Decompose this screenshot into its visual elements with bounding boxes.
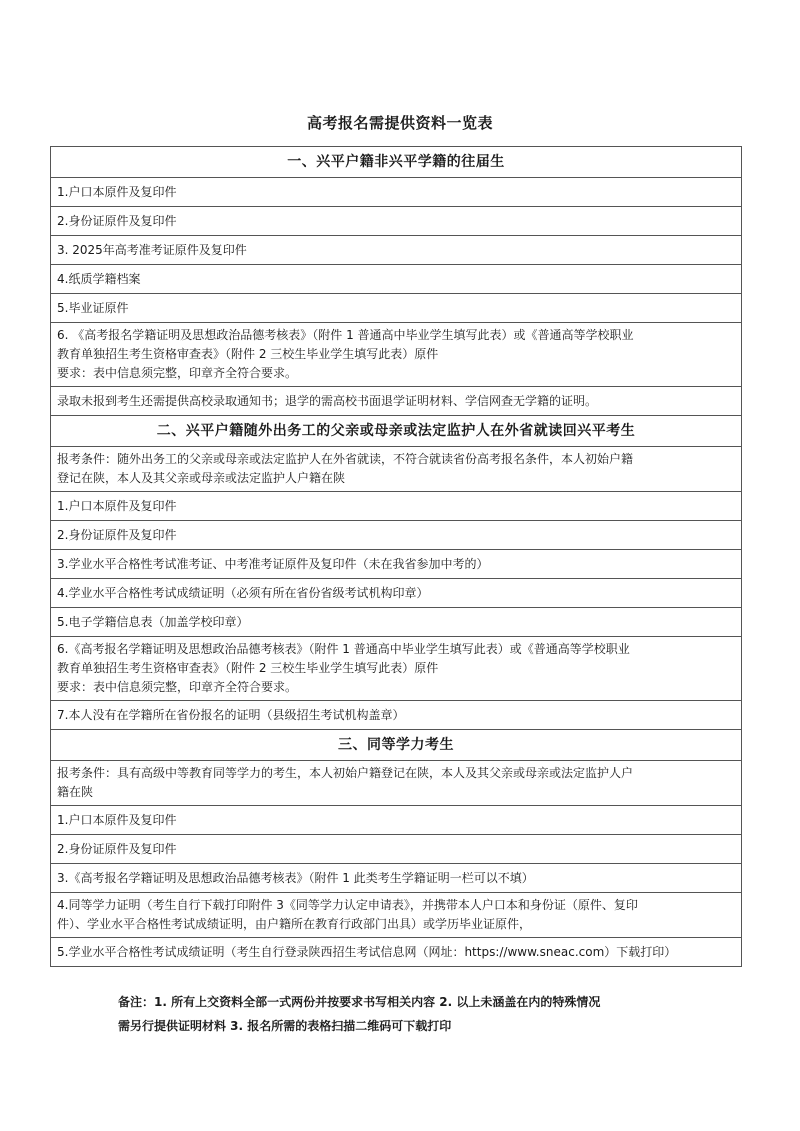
table-row <box>51 236 742 265</box>
table-cell <box>51 835 742 864</box>
table-cell <box>51 637 742 701</box>
cell-line: 要求：表中信息须完整，印章齐全符合要求。 <box>57 366 298 380</box>
cell-line: 教育单独招生考生资格审查表》（附件 2 三校生毕业学生填写此表）原件 <box>57 347 439 361</box>
cell-line: 2.身份证原件及复印件 <box>57 213 177 228</box>
table-row <box>51 492 742 521</box>
cell-line: 7.本人没有在学籍所在省份报名的证明（县级招生考试机构盖章） <box>57 707 405 722</box>
table-row <box>51 550 742 579</box>
table-row <box>51 521 742 550</box>
table-cell <box>51 521 742 550</box>
table-row <box>51 579 742 608</box>
cell-line: 2.身份证原件及复印件 <box>57 841 177 856</box>
cell-line: 1.户口本原件及复印件 <box>57 184 177 199</box>
table-cell <box>51 447 742 492</box>
cell-line: 4.纸质学籍档案 <box>57 271 141 286</box>
cell-line: 报考条件：具有高级中等教育同等学力的考生，本人初始户籍登记在陕，本人及其父亲或母亲或法定监护人户 <box>57 766 634 780</box>
cell-line: 报考条件：随外出务工的父亲或母亲或法定监护人在外省就读，不符合就读省份高考报名条件，本人初始户籍 <box>57 452 634 466</box>
cell-line: 登记在陕，本人及其父亲或母亲或法定监护人户籍在陕 <box>57 471 346 485</box>
cell-line: 3.学业水平合格性考试准考证、中考准考证原件及复印件（未在我省参加中考的） <box>57 556 489 571</box>
table-row <box>51 608 742 637</box>
table-cell <box>51 938 742 967</box>
table-row <box>51 323 742 387</box>
section-header-row <box>51 416 742 447</box>
cell-line: 3. 2025年高考准考证原件及复印件 <box>57 242 247 257</box>
cell-line: 5.学业水平合格性考试成绩证明（考生自行登录陕西招生考试信息网（网址：https://www.sneac.com）下载打印） <box>57 944 677 959</box>
table-row <box>51 387 742 416</box>
table-cell <box>51 608 742 637</box>
table-cell <box>51 761 742 806</box>
table-cell <box>51 579 742 608</box>
cell-line: 3.《高考报名学籍证明及思想政治品德考核表》（附件 1 此类考生学籍证明一栏可以不填） <box>57 870 534 885</box>
table-row <box>51 447 742 492</box>
section-header-row <box>51 730 742 761</box>
cell-line: 6. 《高考报名学籍证明及思想政治品德考核表》（附件 1 普通高中毕业学生填写此表）或《普通高等学校职业 <box>57 328 634 342</box>
cell-line: 籍在陕 <box>57 785 94 799</box>
cell-line: 4.学业水平合格性考试成绩证明（必须有所在省份省级考试机构印章） <box>57 585 429 600</box>
notes-block <box>118 990 718 1038</box>
cell-line: 1.户口本原件及复印件 <box>57 498 177 513</box>
notes-line: 需另行提供证明材料 3. 报名所需的表格扫描二维码可下载打印 <box>118 1019 452 1033</box>
cell-line: 要求：表中信息须完整，印章齐全符合要求。 <box>57 680 298 694</box>
table-row <box>51 938 742 967</box>
materials-table <box>50 146 742 967</box>
table-cell <box>51 893 742 938</box>
table-cell <box>51 207 742 236</box>
table-row <box>51 893 742 938</box>
table-cell <box>51 323 742 387</box>
document-title: 高考报名需提供资料一览表 <box>306 114 493 132</box>
cell-line: 6.《高考报名学籍证明及思想政治品德考核表》（附件 1 普通高中毕业学生填写此表）或《普通高等学校职业 <box>57 642 630 656</box>
cell-line: 2.身份证原件及复印件 <box>57 527 177 542</box>
table-row <box>51 207 742 236</box>
section-heading: 三、同等学力考生 <box>51 730 742 761</box>
table-cell <box>51 492 742 521</box>
cell-line: 1.户口本原件及复印件 <box>57 812 177 827</box>
cell-line: 件）、学业水平合格性考试成绩证明，由户籍所在教育行政部门出具）或学历毕业证原件， <box>57 917 532 931</box>
table-row <box>51 761 742 806</box>
section-header-row <box>51 147 742 178</box>
table-row <box>51 701 742 730</box>
materials-table-body <box>51 147 742 967</box>
cell-line: 5.电子学籍信息表（加盖学校印章） <box>57 614 249 629</box>
section-heading: 二、兴平户籍随外出务工的父亲或母亲或法定监护人在外省就读回兴平考生 <box>51 416 742 447</box>
table-row <box>51 178 742 207</box>
table-cell <box>51 265 742 294</box>
table-row <box>51 637 742 701</box>
cell-line: 5.毕业证原件 <box>57 300 129 315</box>
notes-line: 备注：1. 所有上交资料全部一式两份并按要求书写相关内容 2. 以上未涵盖在内的特殊情况 <box>118 995 601 1009</box>
table-cell <box>51 387 742 416</box>
cell-line: 录取未报到考生还需提供高校录取通知书；退学的需高校书面退学证明材料、学信网查无学籍的证明。 <box>57 393 598 408</box>
table-cell <box>51 806 742 835</box>
table-cell <box>51 550 742 579</box>
table-row <box>51 806 742 835</box>
table-cell <box>51 701 742 730</box>
table-row <box>51 265 742 294</box>
table-cell <box>51 178 742 207</box>
section-heading: 一、兴平户籍非兴平学籍的往届生 <box>51 147 742 178</box>
cell-line: 教育单独招生考生资格审查表》（附件 2 三校生毕业学生填写此表）原件 <box>57 661 439 675</box>
cell-line: 4.同等学力证明（考生自行下载打印附件 3《同等学力认定申请表》，并携带本人户口本和身份证（原件、复印 <box>57 898 638 912</box>
table-cell <box>51 864 742 893</box>
table-row <box>51 835 742 864</box>
table-row <box>51 864 742 893</box>
table-row <box>51 294 742 323</box>
table-cell <box>51 294 742 323</box>
table-cell <box>51 236 742 265</box>
